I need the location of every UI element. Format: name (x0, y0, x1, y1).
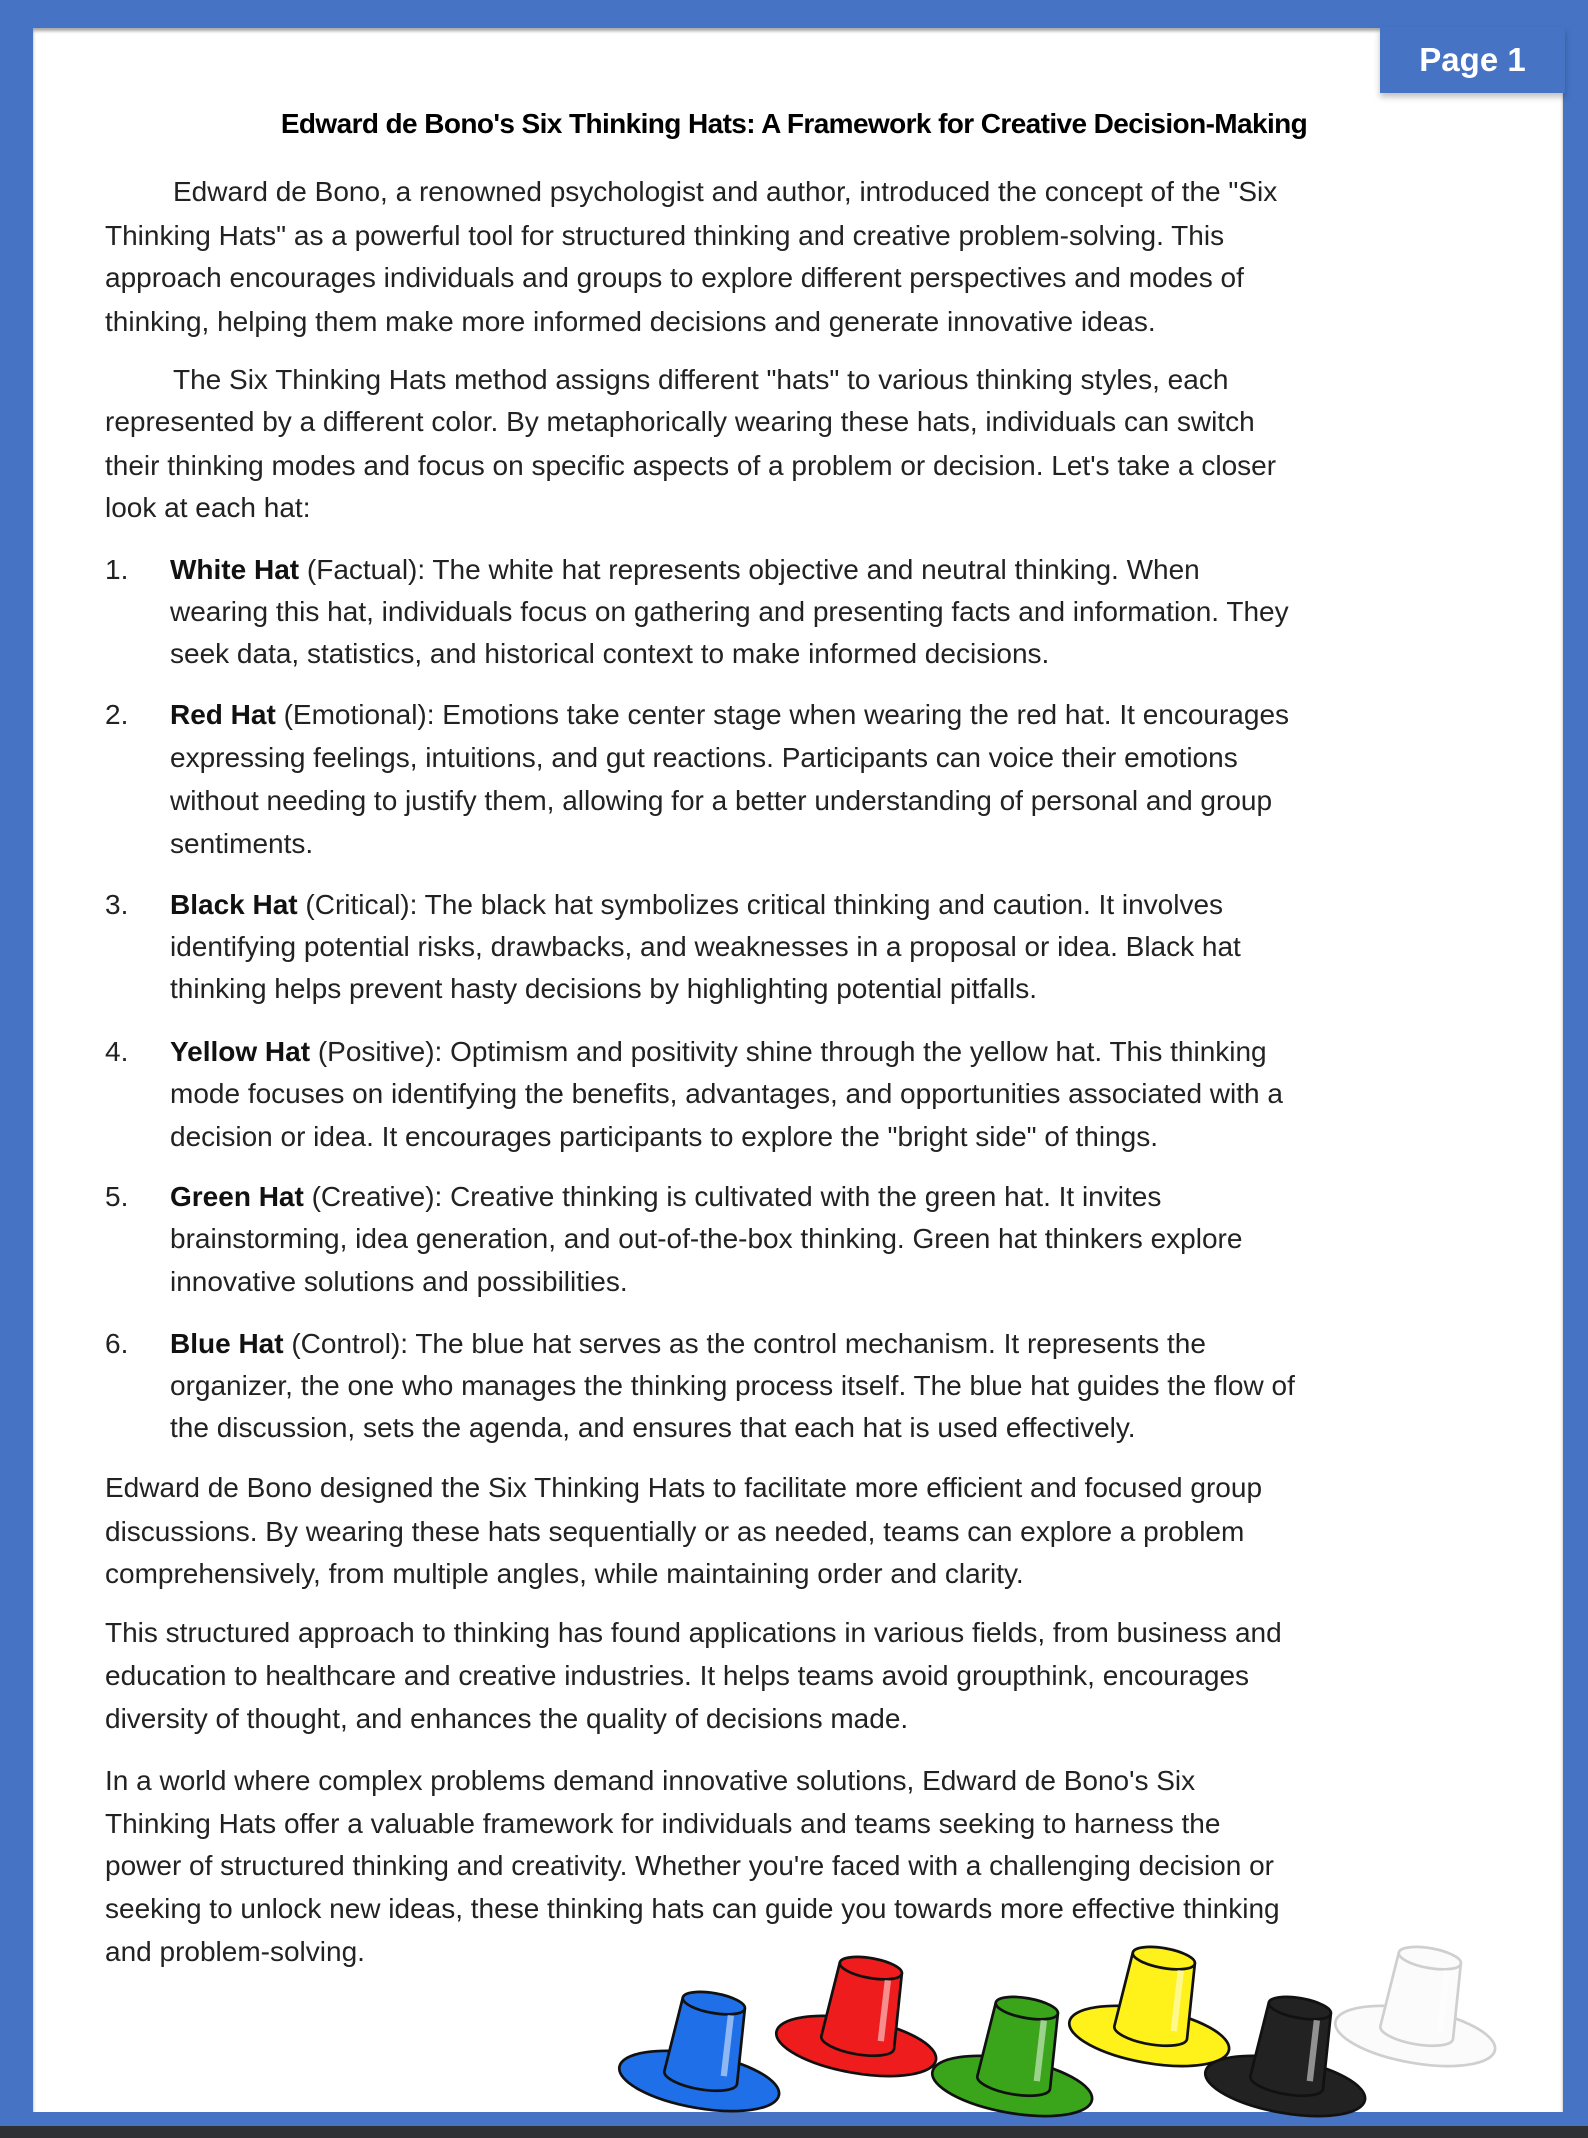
list-item-first-line (170, 552, 1200, 588)
paragraph-line: seeking to unlock new ideas, these thinking hats can guide you towards more effective thinking (105, 1893, 1280, 1924)
hat-description: (Factual): The white hat represents objective and neutral thinking. When (299, 554, 1200, 585)
list-item-first-line (170, 1179, 1161, 1215)
list-item-line: organizer, the one who manages the thinking process itself. The blue hat guides the flow of (170, 1370, 1295, 1401)
list-item-line: expressing feelings, intuitions, and gut reactions. Participants can voice their emotions (170, 742, 1238, 773)
page-number-badge: Page 1 (1380, 27, 1565, 93)
white-hat-icon (1331, 1935, 1511, 2077)
paragraph-line: comprehensively, from multiple angles, while maintaining order and clarity. (105, 1558, 1024, 1589)
paragraph-line: diversity of thought, and enhances the quality of decisions made. (105, 1703, 909, 1734)
hat-name: Red Hat (170, 699, 276, 730)
paragraph-line: discussions. By wearing these hats sequentially or as needed, teams can explore a problem (105, 1516, 1245, 1547)
list-item-line: without needing to justify them, allowing for a better understanding of personal and group (170, 785, 1273, 816)
hat-name: Yellow Hat (170, 1036, 311, 1067)
hat-description: (Control): The blue hat serves as the control mechanism. It represents the (283, 1328, 1206, 1359)
paragraph-line: Edward de Bono, a renowned psychologist and author, introduced the concept of the "Six (173, 176, 1278, 207)
paragraph-line: education to healthcare and creative industries. It helps teams avoid groupthink, encourages (105, 1660, 1250, 1691)
hat-description: (Emotional): Emotions take center stage when wearing the red hat. It encourages (275, 699, 1290, 730)
paragraph-line: represented by a different color. By metaphorically wearing these hats, individuals can switch (105, 406, 1255, 437)
list-item-first-line (170, 1326, 1206, 1362)
paragraph-line: look at each hat: (105, 492, 311, 523)
document-page (33, 28, 1563, 2112)
paragraph-line: This structured approach to thinking has found applications in various fields, from business and (105, 1617, 1282, 1648)
list-number: 3. (105, 889, 129, 920)
red-hat-icon (772, 1944, 952, 2086)
list-item-line: seek data, statistics, and historical context to make informed decisions. (170, 638, 1050, 669)
hat-name: Green Hat (170, 1181, 304, 1212)
paragraph-line: In a world where complex problems demand innovative solutions, Edward de Bono's Six (105, 1765, 1196, 1796)
document-title: Edward de Bono's Six Thinking Hats: A Framework for Creative Decision-Making (280, 108, 1308, 139)
blue-hat-icon (615, 1979, 795, 2121)
list-item-line: innovative solutions and possibilities. (170, 1266, 628, 1297)
hat-name: Black Hat (170, 889, 298, 920)
list-item-line: mode focuses on identifying the benefits, advantages, and opportunities associated with a (170, 1078, 1283, 1109)
list-number: 5. (105, 1181, 129, 1212)
list-item-line: brainstorming, idea generation, and out-of-the-box thinking. Green hat thinkers explore (170, 1223, 1243, 1254)
paragraph-line: power of structured thinking and creativity. Whether you're faced with a challenging decision or (105, 1850, 1274, 1881)
hat-name: White Hat (170, 554, 300, 585)
list-number: 6. (105, 1328, 129, 1359)
six-hats-illustration (0, 1935, 1588, 2135)
list-item-line: the discussion, sets the agenda, and ensures that each hat is used effectively. (170, 1412, 1136, 1443)
list-item-line: wearing this hat, individuals focus on gathering and presenting facts and information. They (170, 596, 1289, 627)
green-hat-icon (928, 1984, 1108, 2126)
list-item-line: identifying potential risks, drawbacks, and weaknesses in a proposal or idea. Black hat (170, 931, 1241, 962)
paragraph-line: Thinking Hats offer a valuable framework for individuals and teams seeking to harness the (105, 1808, 1221, 1839)
list-number: 1. (105, 554, 129, 585)
list-number: 4. (105, 1036, 129, 1067)
yellow-hat-icon (1065, 1935, 1245, 2077)
hat-description: (Creative): Creative thinking is cultivated with the green hat. It invites (303, 1181, 1162, 1212)
paragraph-line: approach encourages individuals and groups to explore different perspectives and modes of (105, 262, 1244, 293)
hat-description: (Positive): Optimism and positivity shine through the yellow hat. This thinking (310, 1036, 1267, 1067)
paragraph-line: Edward de Bono designed the Six Thinking Hats to facilitate more efficient and focused group (105, 1472, 1263, 1503)
list-item-first-line (170, 887, 1223, 923)
list-number: 2. (105, 699, 129, 730)
paragraph-line: their thinking modes and focus on specific aspects of a problem or decision. Let's take a closer (105, 450, 1277, 481)
list-item-first-line (170, 1034, 1267, 1070)
list-item-line: thinking helps prevent hasty decisions by highlighting potential pitfalls. (170, 973, 1037, 1004)
paragraph-line: thinking, helping them make more informed decisions and generate innovative ideas. (105, 306, 1156, 337)
hat-description: (Critical): The black hat symbolizes critical thinking and caution. It involves (297, 889, 1224, 920)
list-item-line: sentiments. (170, 828, 314, 859)
paragraph-line: The Six Thinking Hats method assigns different "hats" to various thinking styles, each (173, 364, 1229, 395)
paragraph-line: Thinking Hats" as a powerful tool for structured thinking and creative problem-solving. This (105, 220, 1225, 251)
hat-name: Blue Hat (170, 1328, 284, 1359)
list-item-first-line (170, 697, 1289, 733)
paragraph-line: and problem-solving. (105, 1936, 365, 1967)
list-item-line: decision or idea. It encourages participants to explore the "bright side" of things. (170, 1121, 1159, 1152)
